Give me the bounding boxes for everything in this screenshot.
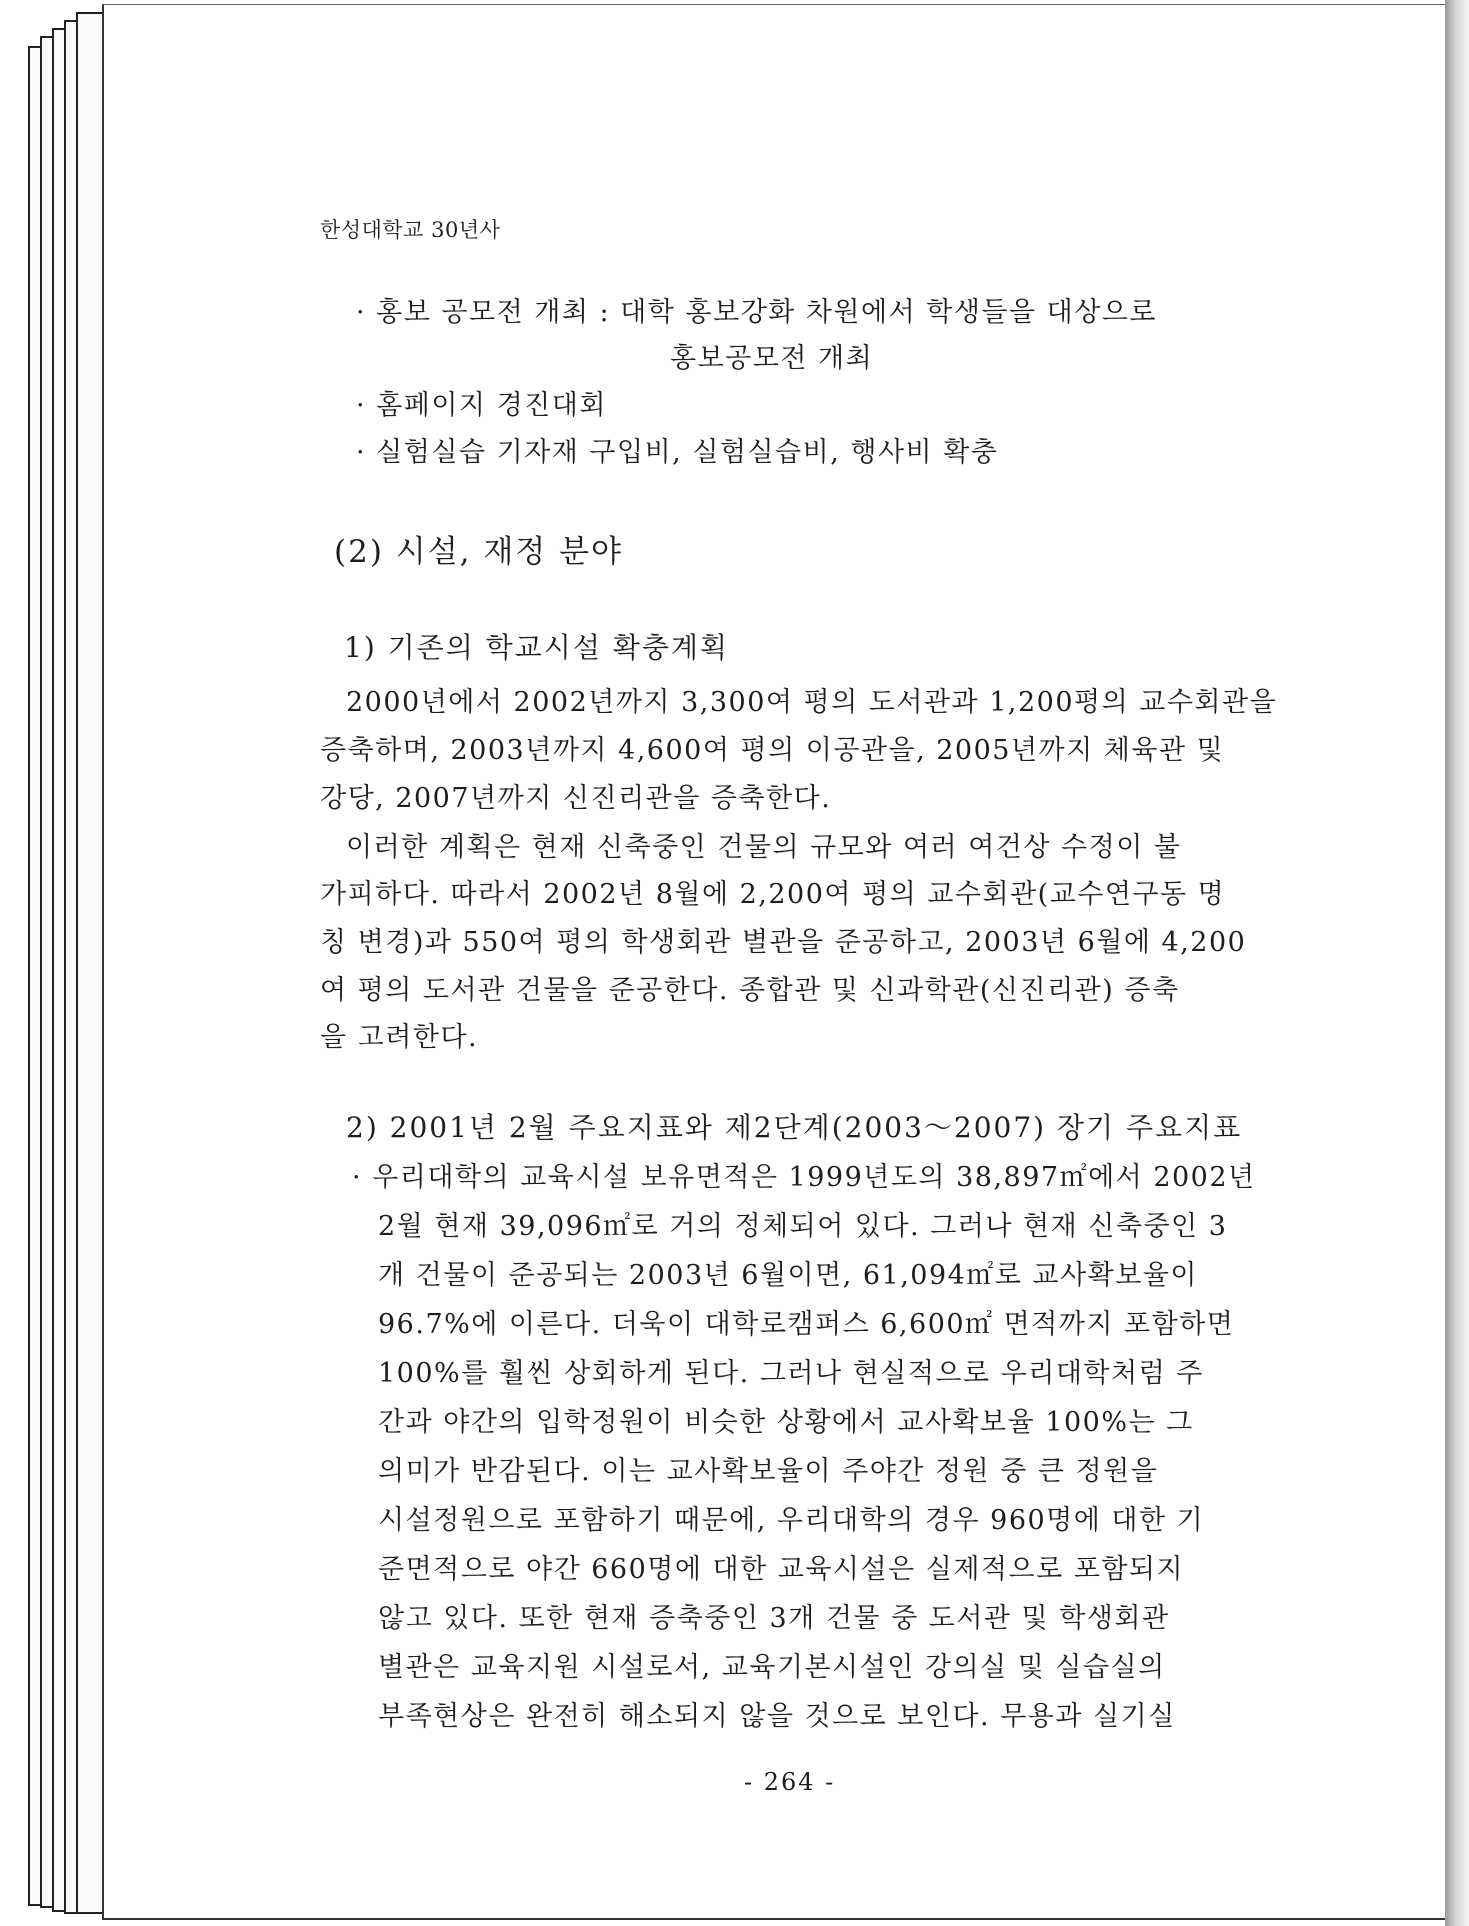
bullet-item-continuation: 홍보공모전 개최 bbox=[670, 343, 874, 374]
paragraph-line: · 우리대학의 교육시설 보유면적은 1999년도의 38,897㎡에서 2002년 bbox=[352, 1162, 1256, 1193]
paragraph-line: 가피하다. 따라서 2002년 8월에 2,200여 평의 교수회관(교수연구동 명 bbox=[320, 879, 1226, 910]
paragraph-line: 의미가 반감된다. 이는 교사확보율이 주야간 정원 중 큰 정원을 bbox=[378, 1456, 1159, 1487]
page-shadow bbox=[1445, 0, 1469, 1926]
paragraph-line: 증축하며, 2003년까지 4,600여 평의 이공관을, 2005년까지 체육관 및 bbox=[320, 735, 1225, 766]
paragraph-line: 개 건물이 준공되는 2003년 6월이면, 61,094㎡로 교사확보율이 bbox=[378, 1260, 1198, 1291]
bullet-item: · 홍보 공모전 개최 : 대학 홍보강화 차원에서 학생들을 대상으로 bbox=[356, 297, 1157, 328]
paragraph-line: 칭 변경)과 550여 평의 학생회관 별관을 준공하고, 2003년 6월에 4,200 bbox=[320, 927, 1247, 958]
subsection-heading: 1) 기존의 학교시설 확충계획 bbox=[344, 631, 729, 664]
bullet-item: · 실험실습 기자재 구입비, 실험실습비, 행사비 확충 bbox=[356, 437, 999, 468]
paragraph-line: 96.7%에 이른다. 더욱이 대학로캠퍼스 6,600㎡ 면적까지 포함하면 bbox=[378, 1309, 1235, 1340]
paragraph-line: 부족현상은 완전히 해소되지 않을 것으로 보인다. 무용과 실기실 bbox=[378, 1701, 1176, 1732]
paragraph-line: 시설정원으로 포함하기 때문에, 우리대학의 경우 960명에 대한 기 bbox=[378, 1505, 1205, 1536]
paragraph-line: 여 평의 도서관 건물을 준공한다. 종합관 및 신과학관(신진리관) 증축 bbox=[320, 975, 1180, 1006]
paragraph-line: 2월 현재 39,096㎡로 거의 정체되어 있다. 그러나 현재 신축중인 3 bbox=[378, 1211, 1228, 1242]
paragraph-line: 않고 있다. 또한 현재 증축중인 3개 건물 중 도서관 및 학생회관 bbox=[378, 1603, 1170, 1634]
section-heading: (2) 시설, 재정 분야 bbox=[334, 534, 624, 570]
running-title: 한성대학교 30년사 bbox=[320, 218, 501, 242]
paragraph-line: 간과 야간의 입학정원이 비슷한 상황에서 교사확보율 100%는 그 bbox=[378, 1407, 1194, 1438]
paragraph-line: 100%를 훨씬 상회하게 된다. 그러나 현실적으로 우리대학처럼 주 bbox=[378, 1358, 1204, 1389]
paragraph-line: 강당, 2007년까지 신진리관을 증축한다. bbox=[320, 783, 832, 814]
paragraph-line: 별관은 교육지원 시설로서, 교육기본시설인 강의실 및 실습실의 bbox=[378, 1652, 1166, 1683]
page-number: - 264 - bbox=[744, 1768, 836, 1796]
paragraph-line: 이러한 계획은 현재 신축중인 건물의 규모와 여러 여건상 수정이 불 bbox=[346, 832, 1182, 863]
paragraph-line: 준면적으로 야간 660명에 대한 교육시설은 실제적으로 포함되지 bbox=[378, 1554, 1185, 1585]
bullet-item: · 홈페이지 경진대회 bbox=[356, 390, 607, 421]
paragraph-line: 2000년에서 2002년까지 3,300여 평의 도서관과 1,200평의 교수회관을 bbox=[346, 687, 1278, 718]
subsection-heading: 2) 2001년 2월 주요지표와 제2단계(2003～2007) 장기 주요지표 bbox=[346, 1111, 1243, 1144]
paragraph-line: 을 고려한다. bbox=[320, 1022, 479, 1053]
